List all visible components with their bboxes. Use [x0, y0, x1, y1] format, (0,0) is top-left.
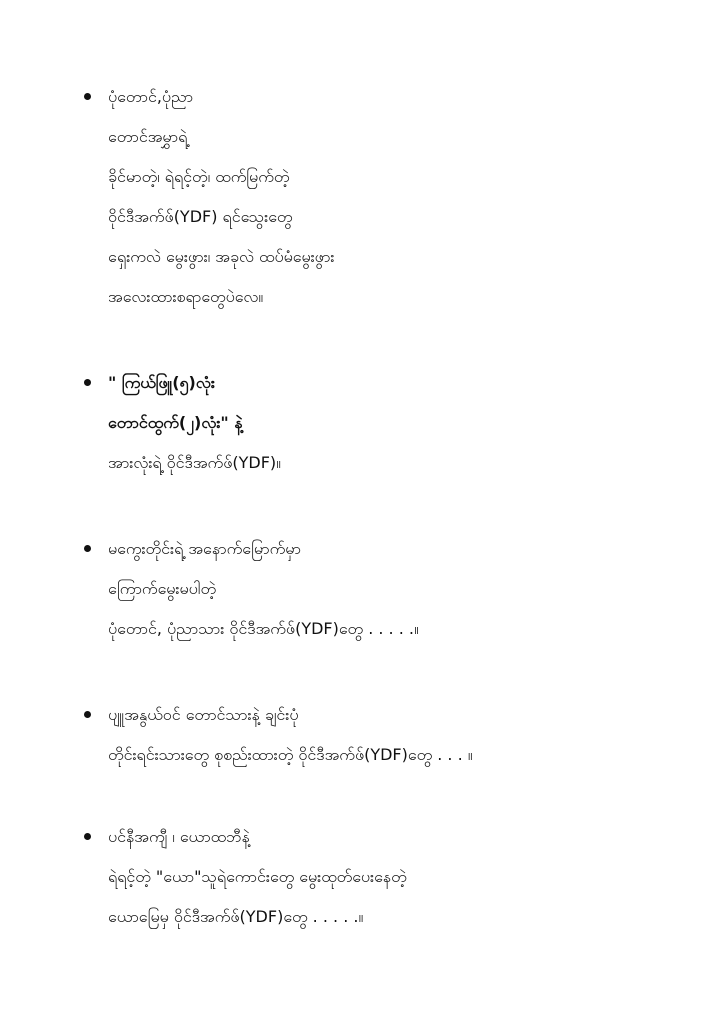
- bullet-line: [82, 164, 682, 204]
- line-text: တိုင်းရင်းသားတွေ စုစည်းထားတဲ့ ဝိုင်ဒီအက်ဖ်(YDF)တွေ . . . ။: [108, 745, 473, 764]
- bullet-line: [82, 742, 682, 782]
- bullet-line: [82, 702, 682, 742]
- bullet-item: [82, 84, 682, 324]
- bullet-line: [82, 204, 682, 244]
- line-text: ယောမြေမှ ဝိုင်ဒီအက်ဖ်(YDF)တွေ . . . . .။: [108, 907, 364, 926]
- line-text: ခိုင်မာတဲ့၊ ရဲရင့်တဲ့၊ ထက်မြက်တဲ့: [108, 167, 290, 186]
- bullet-icon: [84, 711, 91, 718]
- bullet-line: [82, 370, 682, 410]
- bullet-item: [82, 824, 682, 944]
- bullet-line: [82, 124, 682, 164]
- bullet-icon: [84, 93, 91, 100]
- bullet-icon: [84, 833, 91, 840]
- line-text: အလေးထားစရာတွေပဲလေ။: [108, 287, 264, 306]
- bullet-item: [82, 370, 682, 490]
- bullet-line: [82, 284, 682, 324]
- bullet-line: [82, 576, 682, 616]
- line-text: ရဲရင့်တဲ့ "ယော"သူရဲကောင်းတွေ မွေးထုတ်ပေးနေတဲ့: [108, 867, 407, 886]
- line-text: ပင်နီအကျီ ၊ ယောထဘီနဲ့: [108, 827, 250, 846]
- line-text: " ကြယ်ဖြူ(၅)လုံး: [108, 373, 215, 392]
- line-text: အားလုံးရဲ့ ဝိုင်ဒီအက်ဖ်(YDF)။: [108, 453, 281, 472]
- line-text: ပျူအနွယ်ဝင် တောင်သားနဲ့ ချင်းပုံ: [108, 705, 299, 724]
- bullet-line: [82, 616, 682, 656]
- line-text: ပုံတောင်,ပုံညာ: [108, 87, 194, 106]
- bullet-line: [82, 904, 682, 944]
- line-text: ဝိုင်ဒီအက်ဖ်(YDF) ရင်သွေးတွေ: [108, 207, 293, 226]
- bullet-line: [82, 450, 682, 490]
- line-text: တောင်အမွှာရဲ့: [108, 127, 188, 146]
- line-text: ပုံတောင်, ပုံညာသား ဝိုင်ဒီအက်ဖ်(YDF)တွေ . . . . .။: [108, 619, 419, 638]
- bullet-item: [82, 536, 682, 656]
- line-text: မကွေးတိုင်းရဲ့ အနောက်မြောက်မှာ: [108, 539, 302, 558]
- line-text: ကြောက်မွေးမပါတဲ့: [108, 579, 217, 598]
- bullet-line: [82, 84, 682, 124]
- bullet-icon: [84, 379, 91, 386]
- bullet-line: [82, 864, 682, 904]
- bullet-item: [82, 702, 682, 782]
- bullet-line: [82, 824, 682, 864]
- bullet-icon: [84, 545, 91, 552]
- bullet-line: [82, 244, 682, 284]
- bullet-line: [82, 536, 682, 576]
- bullet-line: [82, 410, 682, 450]
- line-text: ရှေးကလဲ မွေးဖွား၊ အခုလဲ ထပ်မံမွေးဖွား: [108, 247, 335, 266]
- line-text: တောင်ထွက်(၂)လုံး" နဲ့: [108, 413, 243, 432]
